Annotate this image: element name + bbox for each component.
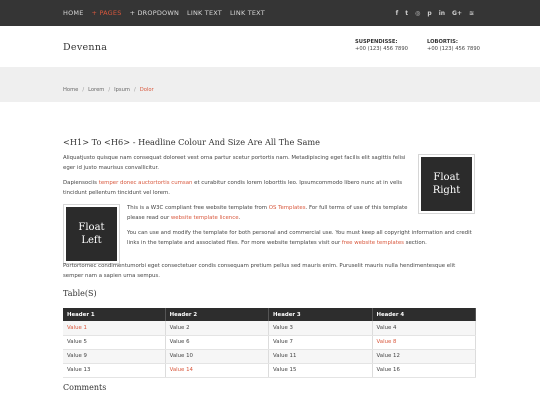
page-heading: <H1> To <H6> - Headline Colour And Size Are All The Same (63, 137, 320, 147)
table-cell: Value 4 (372, 321, 476, 335)
contact-block-1 (355, 39, 408, 53)
paragraph-text: You can use and modify the template for both personal and commercial use. You must keep all copyright information and credit links in the template and associated files. For more website templates visit our (127, 230, 472, 246)
breadcrumb-separator: / (133, 87, 136, 93)
licence-link[interactable]: website template licence (170, 214, 239, 221)
main-nav (63, 0, 273, 26)
site-logo[interactable]: Devenna (63, 42, 108, 53)
float-left-label: Float (78, 222, 105, 233)
table-row (63, 363, 476, 377)
breadcrumb (63, 87, 154, 93)
float-left-inner (66, 207, 117, 261)
breadcrumb-separator: / (82, 87, 85, 93)
nav-item-home[interactable]: HOME (63, 9, 84, 17)
google-plus-icon[interactable]: G+ (452, 9, 462, 17)
breadcrumb-band (0, 67, 540, 102)
float-right-inner (421, 157, 472, 211)
nav-item-dropdown[interactable]: + DROPDOWN (129, 9, 180, 17)
comments-heading: Comments (63, 383, 107, 392)
top-bar (0, 0, 540, 26)
table-row (63, 335, 476, 349)
paragraph-text: et curabitur condis lorem loborttis leo. Ipsumcommodo libero nunc at in velis tincidunt pellentum tincidunt vel lorem. (63, 180, 403, 196)
table-header: Header 3 (269, 308, 372, 321)
inline-link[interactable]: temper donec auctortortis cumsan (98, 180, 193, 186)
paragraph-text: section. (403, 239, 427, 246)
table-cell: Value 12 (372, 349, 476, 363)
table-cell: Value 3 (269, 321, 372, 335)
float-right-label: Right (432, 185, 461, 196)
table-cell: Value 13 (63, 363, 165, 377)
linkedin-icon[interactable]: in (438, 9, 446, 17)
os-templates-link[interactable]: OS Templates (268, 205, 306, 211)
paragraph-text: Dapiensociis (63, 180, 99, 186)
breadcrumb-current[interactable]: Dolor (139, 87, 154, 93)
table-row (63, 321, 476, 335)
data-table (63, 308, 476, 378)
contact-phone: +00 (123) 456 7890 (355, 46, 408, 52)
twitter-icon[interactable]: t (405, 9, 409, 17)
contact-phone: +00 (123) 456 7890 (427, 46, 480, 52)
table-cell-link[interactable]: Value 1 (63, 321, 165, 335)
table-cell: Value 15 (269, 363, 372, 377)
float-left-image (63, 204, 120, 264)
table-cell: Value 2 (165, 321, 268, 335)
table-row (63, 349, 476, 363)
pinterest-icon[interactable]: p (427, 9, 432, 17)
contact-title: LOBORTIS: (427, 39, 458, 45)
paragraph-1: Aliquatjusto quisque nam consequat doloreet vest orna partur scetur portortis nam. Metadipiscing eget facilis elit sagittis felisi eger id justo maurisus convallicitur. (63, 155, 406, 171)
table-header: Header 2 (165, 308, 268, 321)
table-heading: Table(S) (63, 289, 97, 298)
table-cell-link[interactable]: Value 8 (372, 335, 476, 349)
paragraph-2 (63, 179, 408, 198)
site-header (0, 26, 540, 67)
free-templates-link[interactable]: free website templates (341, 239, 404, 246)
paragraph-4 (127, 229, 477, 248)
paragraph-3 (127, 204, 417, 223)
paragraph-5: Portortornec condimentumorbi eget consectetuer condis consequam pretium pellus sed mauris enim. Puruselit mauris nulla hendimentesque elit semper nam a sapien urna sempus. (63, 263, 456, 279)
breadcrumb-separator: / (108, 87, 111, 93)
paragraph-text: . (238, 214, 241, 221)
dribbble-icon[interactable]: ◎ (415, 9, 421, 17)
table-header: Header 4 (372, 308, 476, 321)
breadcrumb-lorem[interactable]: Lorem (88, 87, 105, 93)
rss-icon[interactable]: ≋ (468, 9, 474, 17)
table-cell: Value 16 (372, 363, 476, 377)
nav-item-link-text-2[interactable]: LINK TEXT (229, 9, 265, 17)
paragraph-text: This is a W3C compliant free website template from (127, 205, 269, 211)
contact-title: SUSPENDISSE: (355, 39, 398, 45)
nav-item-pages[interactable]: + PAGES (91, 9, 122, 17)
facebook-icon[interactable]: f (395, 9, 399, 17)
float-right-image (418, 154, 475, 214)
table-cell: Value 5 (63, 335, 165, 349)
breadcrumb-home[interactable]: Home (63, 87, 79, 93)
paragraph-text: . For full terms of use of this template please read our (127, 205, 408, 221)
social-links (389, 0, 474, 26)
table-cell: Value 10 (165, 349, 268, 363)
table-cell: Value 6 (165, 335, 268, 349)
table-header-row (63, 308, 476, 321)
table-cell: Value 11 (269, 349, 372, 363)
table-cell: Value 7 (269, 335, 372, 349)
nav-item-link-text-1[interactable]: LINK TEXT (187, 9, 222, 17)
table-cell: Value 9 (63, 349, 165, 363)
breadcrumb-ipsum[interactable]: Ipsum (114, 87, 130, 93)
table-header: Header 1 (63, 308, 165, 321)
float-left-label: Left (81, 235, 102, 246)
contact-block-2 (427, 39, 480, 53)
float-right-label: Float (433, 172, 460, 183)
table-cell-link[interactable]: Value 14 (165, 363, 268, 377)
